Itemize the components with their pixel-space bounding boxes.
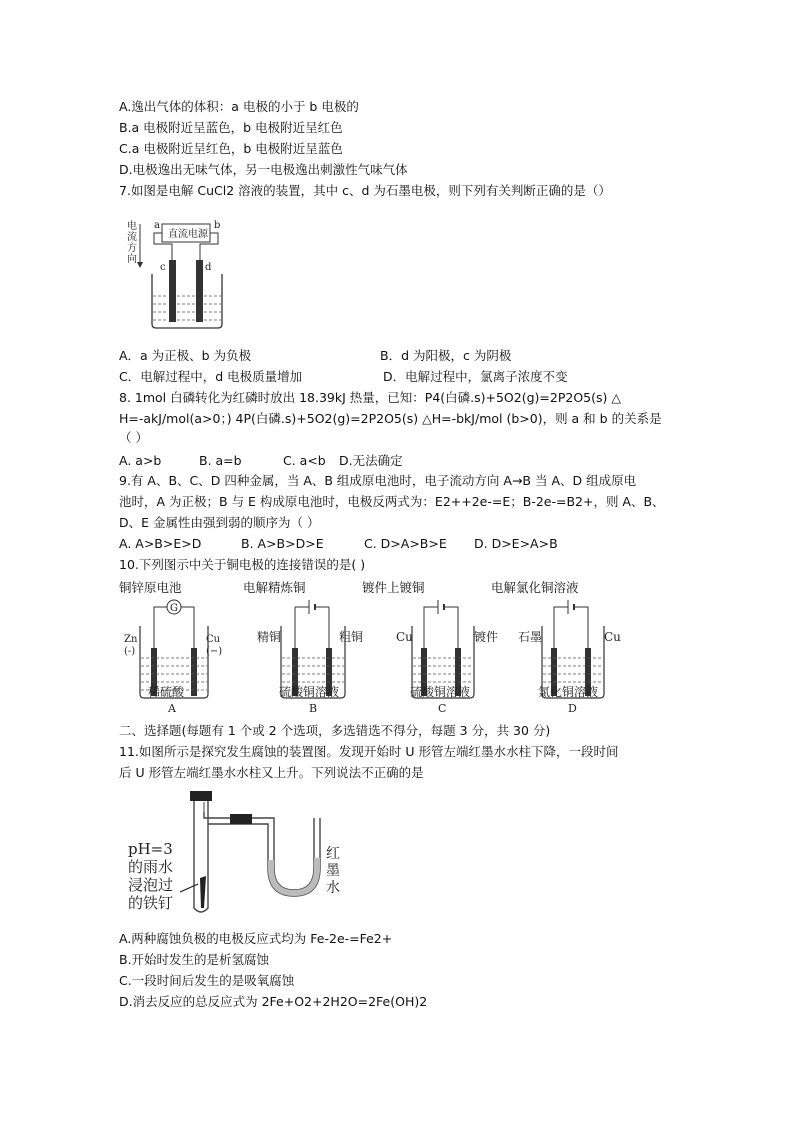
rubber-tube <box>230 814 252 824</box>
fig-d-cucl2-electrolysis <box>516 596 636 714</box>
solution-label: 氯化铜溶液 <box>538 685 599 699</box>
graphite-label: 石墨 <box>518 630 543 644</box>
electrode-d <box>196 260 203 322</box>
svg-text:流: 流 <box>127 232 137 243</box>
cu-sign: (−) <box>206 646 223 657</box>
section-2-heading: 二、选择题(每题有 1 个或 2 个选项，多选错选不得分，每题 3 分，共 30 分) <box>119 723 551 738</box>
red-ink-label-2: 墨 <box>326 863 340 879</box>
electrode-d-label: d <box>205 262 212 273</box>
ph-label: pH=3 <box>128 840 173 858</box>
fig-letter-d: D <box>568 702 577 714</box>
solution-label: 硫酸铜溶液 <box>410 685 471 699</box>
q10-stem: 10.下列图示中关于铜电极的连接错误的是( ) <box>119 557 366 572</box>
cu-label: Cu <box>604 630 621 644</box>
fig-b-title: 电解精炼铜 <box>243 580 306 595</box>
svg-text:G: G <box>170 603 178 614</box>
soaked-label: 浸泡过 <box>128 876 174 894</box>
q7-option-a: A．a 为正极、b 为负极 <box>119 348 252 363</box>
plated-part-label: 镀件 <box>474 630 499 644</box>
q9-option-c: C. D>A>B>E <box>364 536 447 551</box>
corrosion-experiment-figure <box>124 788 364 920</box>
fig-b-refining-copper <box>255 596 375 714</box>
fig-c-title: 镀件上镀铜 <box>362 580 425 595</box>
q11-option-b: B.开始时发生的是析氢腐蚀 <box>119 952 270 967</box>
zn-sign: (-) <box>124 646 136 657</box>
q7-option-b: B．d 为阳极，c 为阴极 <box>380 348 512 363</box>
svg-text:向: 向 <box>127 254 137 265</box>
stopper <box>190 791 212 801</box>
solution-label: 硫酸铜溶液 <box>279 685 340 699</box>
dc-power-label: 直流电源 <box>168 229 208 240</box>
solution-label: 稀硫酸 <box>148 685 185 699</box>
fig-letter-b: B <box>309 702 318 714</box>
q8-option-c: C. a<b <box>283 453 326 468</box>
cu-label: Cu <box>206 634 221 645</box>
q8-option-a: A. a>b <box>119 453 162 468</box>
electrolysis-cucl2-figure <box>124 216 244 332</box>
q7-option-d: D．电解过程中，氯离子浓度不变 <box>383 369 568 384</box>
q8-line-2: H=-akJ/mol(a>0；) 4P(白磷.s)+5O2(g)=2P2O5(s) △H=-bkJ/mol (b>0)，则 a 和 b 的关系是 <box>119 411 662 426</box>
q7-stem: 7.如图是电解 CuCl2 溶液的装置，其中 c、d 为石墨电极，则下列有关判断正确的是（） <box>119 183 611 198</box>
q8-option-d: D.无法确定 <box>339 453 403 468</box>
q6-option-b: B.a 电极附近呈蓝色，b 电极附近呈红色 <box>119 120 343 135</box>
iron-nail <box>200 876 206 908</box>
q8-option-b: B. a=b <box>199 453 242 468</box>
q9-option-d: D. D>E>A>B <box>474 536 558 551</box>
fig-d-title: 电解氯化铜溶液 <box>491 580 579 595</box>
q9-line-3: D、E 金属性由强到弱的顺序为（ ） <box>119 515 320 530</box>
fig-a-title: 铜锌原电池 <box>119 580 182 595</box>
fig-c-copper-plating <box>386 596 506 714</box>
electrode-c-label: c <box>160 262 166 273</box>
q7-option-c: C．电解过程中，d 电极质量增加 <box>119 369 303 384</box>
q9-line-2: 池时，A 为正极；B 与 E 构成原电池时，电极反两式为：E2++2e-=E；B-2e-=B2+，则 A、B、 <box>119 494 665 509</box>
fig-a-galvanic-cell <box>120 596 240 714</box>
q8-line-1: 8. 1mol 白磷转化为红磷时放出 18.39kJ 热量，已知：P4(白磷.s)+5O2(g)=2P2O5(s) △ <box>119 390 621 405</box>
fig-letter-c: C <box>438 702 447 714</box>
q6-option-a: A.逸出气体的体积：a 电极的小于 b 电极的 <box>119 99 359 114</box>
svg-text:方: 方 <box>127 243 137 254</box>
q6-option-d: D.电极逸出无味气体，另一电极逸出刺激性气味气体 <box>119 162 408 177</box>
svg-text:电: 电 <box>127 221 137 232</box>
pure-copper-label: 精铜 <box>257 630 282 644</box>
rain-label: 的雨水 <box>128 858 174 876</box>
red-ink-label-3: 水 <box>326 880 340 896</box>
q9-line-1: 9.有 A、B、C、D 四种金属，当 A、B 组成原电池时，电子流动方向 A→B 当 A、D 组成原电 <box>119 473 637 488</box>
zn-label: Zn <box>124 634 138 645</box>
q11-line-2: 后 U 形管左端红墨水水柱又上升。下列说法不正确的是 <box>119 765 424 780</box>
terminal-a-label: a <box>154 220 160 231</box>
solution <box>153 296 221 320</box>
red-ink-label-1: 红 <box>326 846 340 862</box>
q6-option-c: C.a 电极附近呈红色，b 电极附近呈蓝色 <box>119 141 343 156</box>
cu-label: Cu <box>396 630 413 644</box>
current-direction-label <box>127 219 137 265</box>
crude-copper-label: 粗铜 <box>339 630 364 644</box>
q9-option-a: A. A>B>E>D <box>119 536 202 551</box>
q11-option-c: C.一段时间后发生的是吸氧腐蚀 <box>119 973 295 988</box>
q8-line-3: （ ） <box>119 430 148 445</box>
electrode-c <box>169 260 176 322</box>
terminal-b-label: b <box>214 220 221 231</box>
fig-letter-a: A <box>168 702 176 714</box>
q9-option-b: B. A>B>D>E <box>241 536 324 551</box>
q11-option-d: D.消去反应的总反应式为 2Fe+O2+2H2O=2Fe(OH)2 <box>119 994 428 1009</box>
q11-option-a: A.两种腐蚀负极的电极反应式均为 Fe-2e-=Fe2+ <box>119 931 393 946</box>
q11-line-1: 11.如图所示是探究发生腐蚀的装置图。发现开始时 U 形管左端红墨水水柱下降，一段时间 <box>119 744 619 759</box>
nail-label: 的铁钉 <box>128 894 174 912</box>
